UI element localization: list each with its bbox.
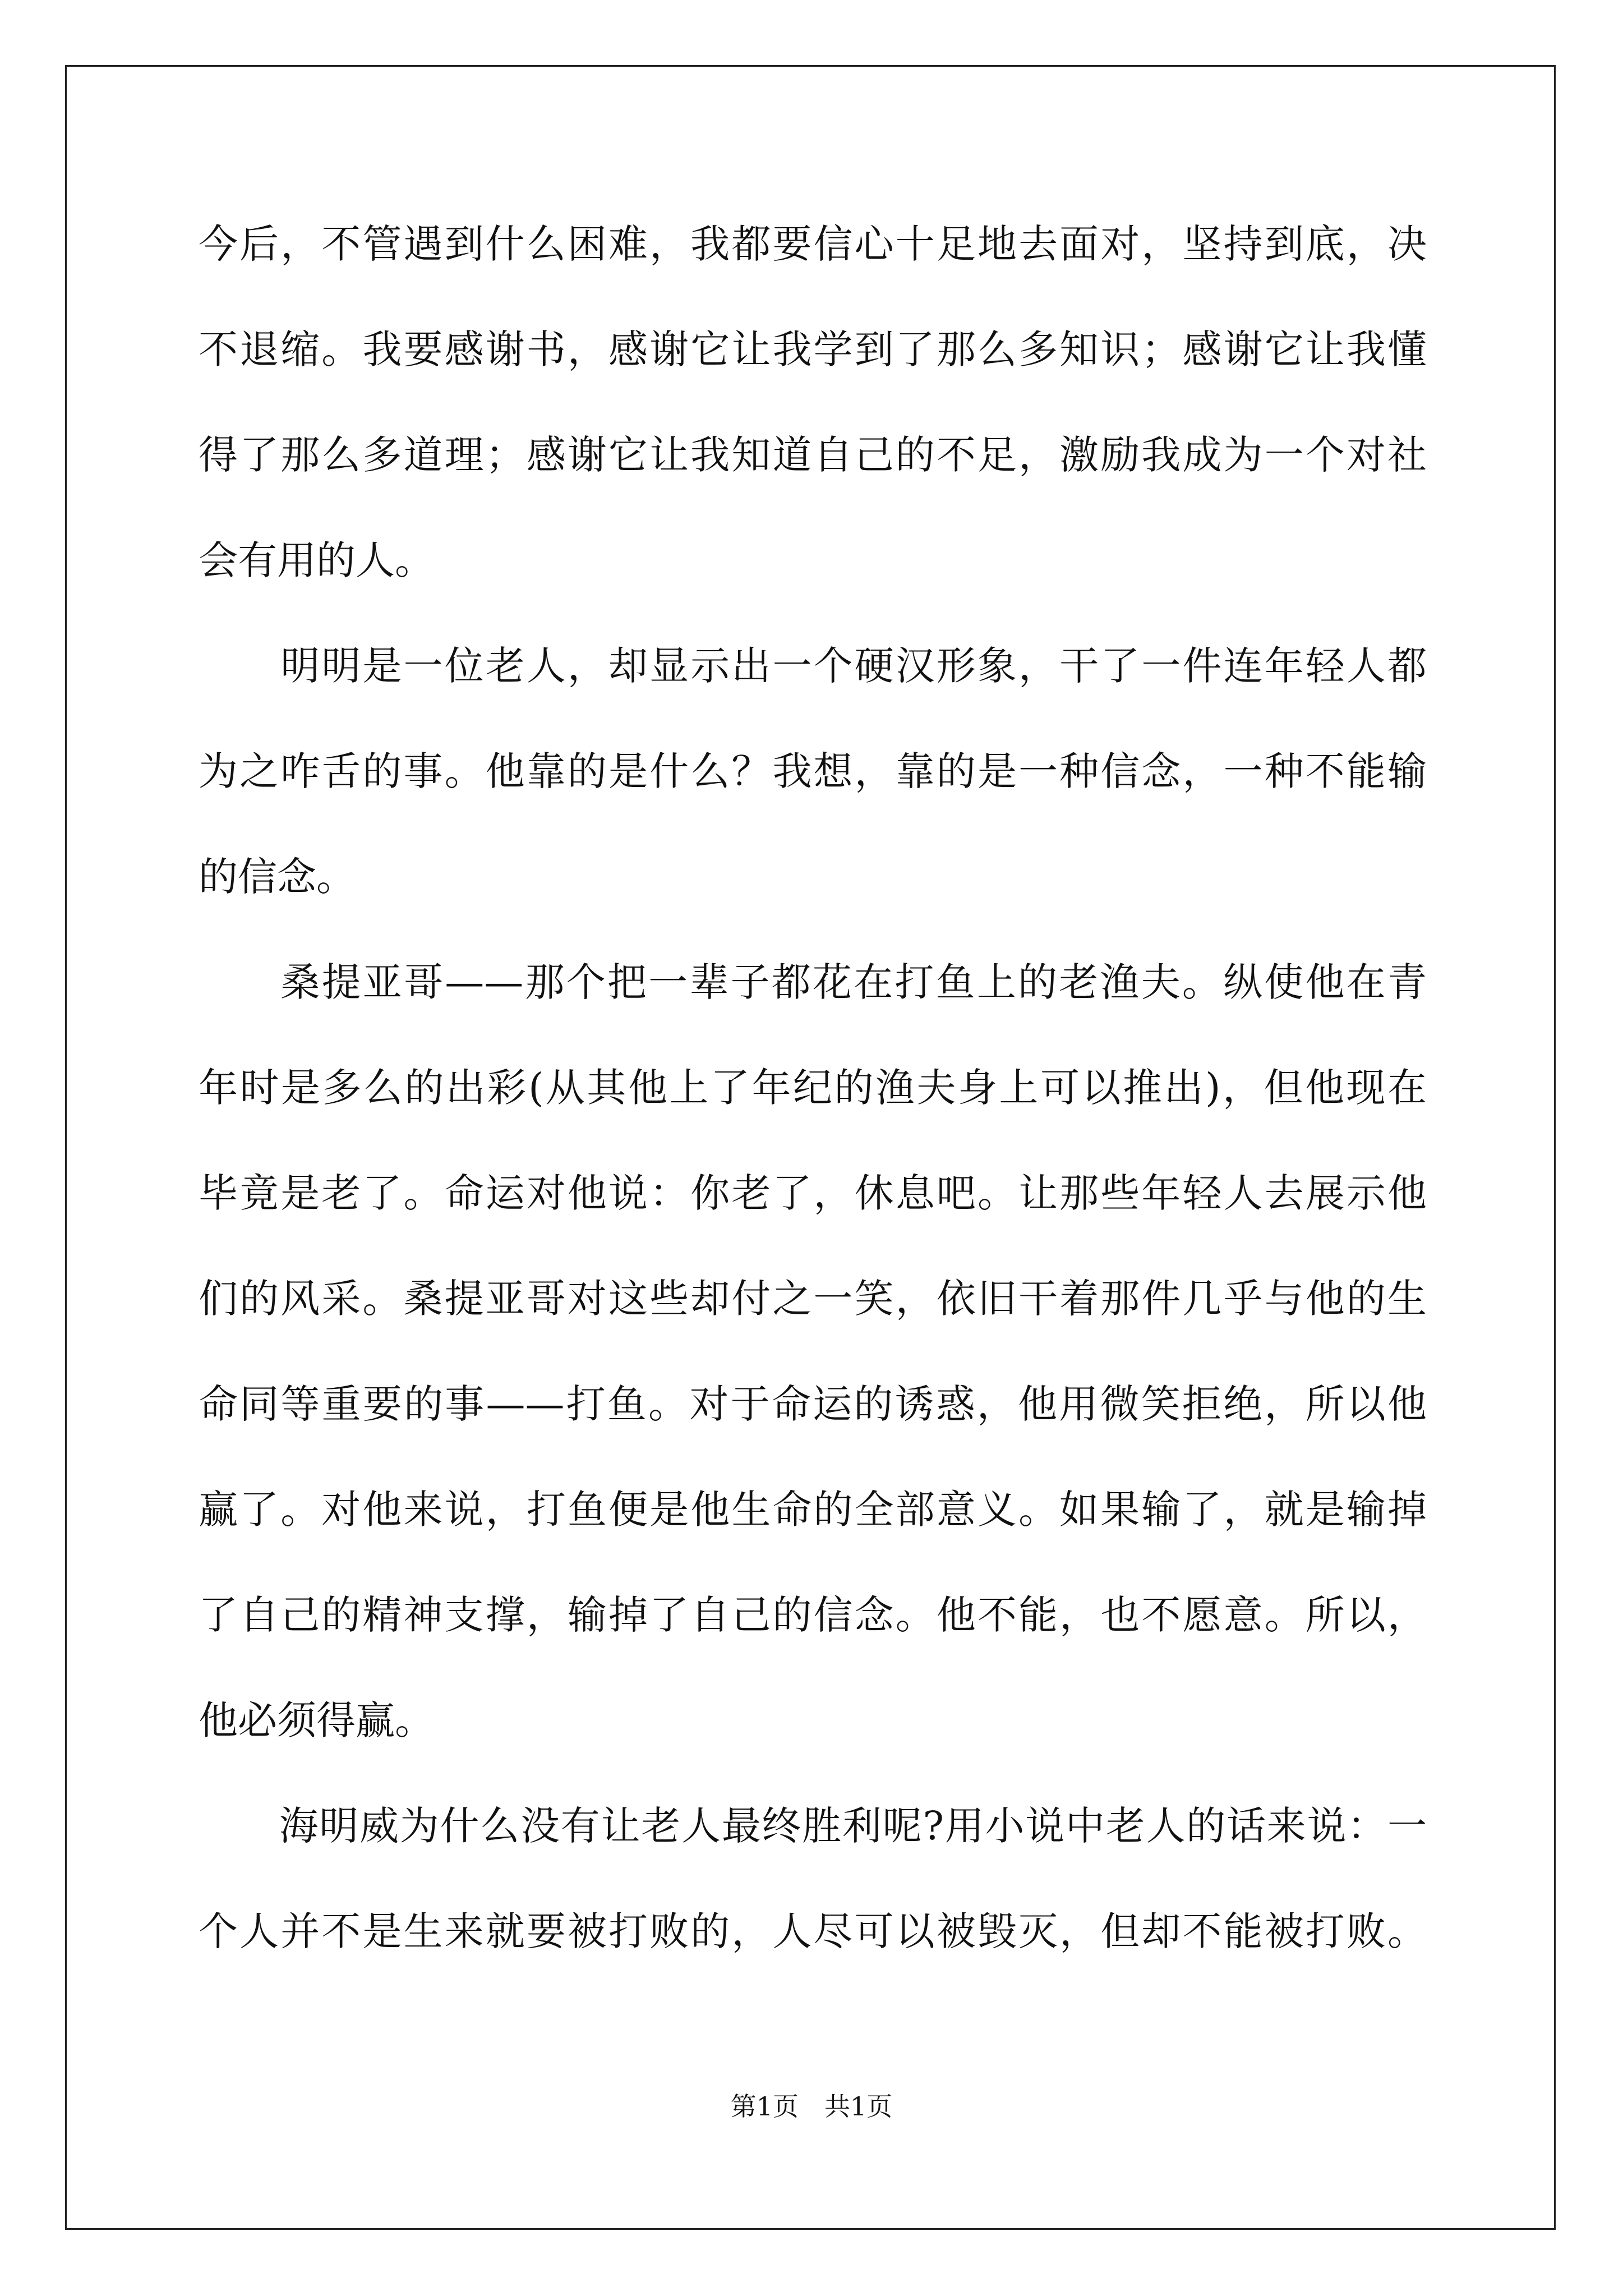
page-footer: 第1页 共1页 bbox=[730, 2091, 893, 2122]
text-line: 的信念。 bbox=[199, 854, 356, 900]
text-line: 不退缩。我要感谢书，感谢它让我学到了那么多知识；感谢它让我懂 bbox=[199, 326, 1427, 372]
text-line: 桑提亚哥——那个把一辈子都花在打鱼上的老渔夫。纵使他在青 bbox=[199, 959, 1427, 1005]
text-line: 得了那么多道理；感谢它让我知道自己的不足，激励我成为一个对社 bbox=[199, 432, 1427, 478]
text-line: 了自己的精神支撑，输掉了自己的信念。他不能，也不愿意。所以， bbox=[199, 1592, 1427, 1638]
text-line: 明明是一位老人，却显示出一个硬汉形象，干了一件连年轻人都 bbox=[199, 643, 1427, 689]
text-line: 为之咋舌的事。他靠的是什么？我想，靠的是一种信念，一种不能输 bbox=[199, 748, 1427, 794]
text-line: 命同等重要的事——打鱼。对于命运的诱惑，他用微笑拒绝，所以他 bbox=[199, 1381, 1427, 1427]
text-line: 赢了。对他来说，打鱼便是他生命的全部意义。如果输了，就是输掉 bbox=[199, 1487, 1427, 1533]
text-line: 今后，不管遇到什么困难，我都要信心十足地去面对，坚持到底，决 bbox=[199, 221, 1427, 267]
text-line: 他必须得赢。 bbox=[199, 1697, 434, 1743]
body-text bbox=[199, 215, 1427, 2008]
text-line: 们的风采。桑提亚哥对这些却付之一笑，依旧干着那件几乎与他的生 bbox=[199, 1276, 1427, 1322]
text-line: 个人并不是生来就要被打败的，人尽可以被毁灭，但却不能被打败。 bbox=[199, 1908, 1427, 1954]
text-line: 海明威为什么没有让老人最终胜利呢?用小说中老人的话来说：一 bbox=[199, 1803, 1427, 1849]
text-line: 会有用的人。 bbox=[199, 537, 434, 583]
text-line: 年时是多么的出彩(从其他上了年纪的渔夫身上可以推出)，但他现在 bbox=[199, 1065, 1427, 1111]
text-line: 毕竟是老了。命运对他说：你老了，休息吧。让那些年轻人去展示他 bbox=[199, 1170, 1427, 1216]
